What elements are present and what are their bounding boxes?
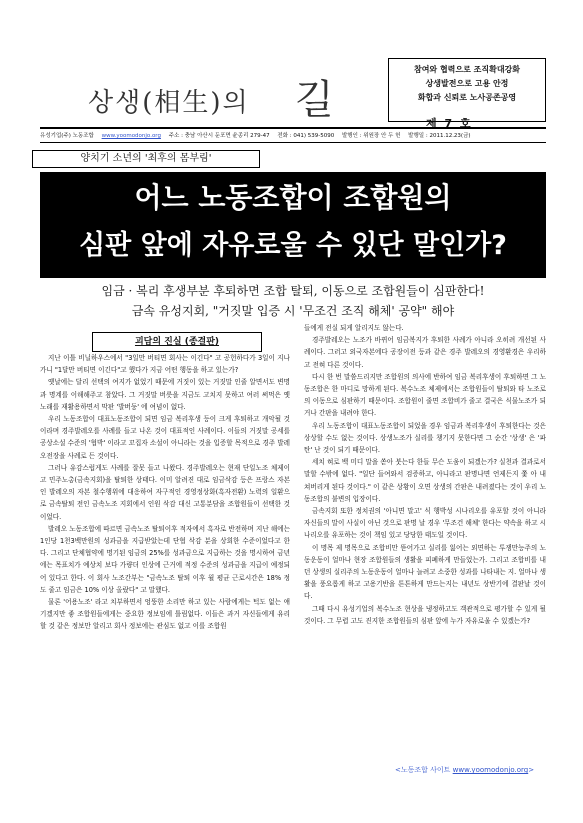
paragraph: 그러나 유감스럽게도 사례를 잘못 들고 나왔다. 경주발레오는 현재 단일노조 체제이고 민주노총(금속지회)을 탈퇴한 상태다. 이미 알려진 대로 임금삭감 등은 프랑스 자본인 발레오의 자본 철수행위에 대응하여 자구적인 경영정상화(흑자전환) 노력의 일환으로 금속탈퇴 전인 금속노조 지회에서 인원 삭감 대신 고통분담을 조합원들이 선택한 것이었다. [40, 463, 290, 521]
footer-suffix: > [528, 766, 535, 774]
paragraph: 발레오 노동조합에 따르면 금속노조 탈퇴이후 적자에서 흑자로 반전하며 지난 해에는 1인당 1천3백만원의 성과금을 지급받았는데 단협 삭감 분을 상회한 수준이었다고 한다. 그리고 단체협약에 명기된 임금의 25%를 성과금으로 지급하는 것을 명시하여 금년에는 목표치가 예상치 보다 가량더 인상에 근거에 적정 수준의 성과금을 지급이 예정되어 있다고 한다. 이 회사 노조간부는 "금속노조 탈퇴 이후 월 평균 근로시간은 18% 정도 줄고 임금은 10% 이상 올랐다" 고 말했다. [40, 524, 290, 594]
issue-number: 제 7 호 [426, 117, 473, 130]
slogan-line: 상생발전으로 고용 안정 [425, 79, 509, 88]
website-link[interactable]: www.yoomodonjo.org [101, 133, 161, 139]
editor: 발행인 : 위원장 안 두 헌 [341, 133, 401, 139]
paragraph: 이 명목 제 명목으로 조합비만 뜯어가고 실리를 잃어는 외면하는 투쟁만능주의 노동운동이 얼마나 현장 조합원들의 생활을 피폐하게 만들었는가. 그리고 조합비를 내던 상생의 실리주의 노동운동이 얼마나 늘려고 소중한 성과를 나타내는 지. 얼마나 생활을 풍요롭게 하고 고용기반을 튼튼하게 만드는지는 내년도 상반기에 결판날 것이다. [304, 543, 546, 601]
series-title: 양치기 소년의 '최후의 몸부림' [32, 150, 260, 168]
publish-date: 발행일 : 2011.12.23(금) [408, 133, 471, 139]
paragraph: 물론 '어용노조' 라고 치부하면서 엉뚱한 소리만 하고 있는 사람에게는 턱도 없는 얘기겠지만 좋 조합원들에게는 중요한 정보임에 틀림없다. 이들은 과거 자신들에게 유리할 것 같은 정보만 알리고 회사 정보에는 관심도 없고 이를 조합원 [40, 598, 290, 631]
paragraph: 금속지회 또한 정치권의 '아니면 말고' 식 행박성 시나리오를 유포할 것이 아니라 자신들의 말이 사실이 아닌 것으로 판명 날 경우 '무조건 해체' 한다는 약속을 하고 시나리오를 유포하는 것이 책임 있고 당당한 태도일 것이다. [304, 507, 546, 540]
right-column [304, 322, 546, 762]
publisher: 유성기업(주) 노동조합 [40, 133, 94, 139]
paragraph: 그때 다시 유성기업의 복수노조 현상을 냉정하고도 객관적으로 평가할 수 있게 될 것이다. 그 무렵 고도 진지한 조합원들의 심판 앞에 누가 자유로울 수 있겠는가? [304, 604, 546, 625]
section-box-title-text: 괴담의 진실 (종결판) [134, 337, 220, 347]
headline-line-2: 심판 앞에 자유로울 수 있단 말인가? [79, 230, 507, 261]
slogan-line: 화합과 신뢰로 노사공존공영 [417, 93, 517, 102]
publication-info-bar [40, 127, 546, 143]
headline-line-1: 어느 노동조합이 조합원의 [134, 181, 452, 214]
paragraph: 다시 한 번 말씀드리지만 조합원의 의사에 반하여 임금 복리후생이 후퇴하면 그 노동조합은 한 마디로 망하게 된다. 복수노조 체제에서는 조합원들이 탈퇴와 타 노조로의 이동으로 심판하기 때문이다. 조합원이 줄면 조합비가 줄고 결국은 식물노조가 되거나 간판을 내려야 한다. [304, 372, 546, 418]
newsletter-title: 상생(相生)의 [88, 88, 250, 118]
phone: 전화 : 041) 539-5090 [277, 133, 335, 139]
left-column [40, 352, 290, 802]
paragraph: 우리 노동조합이 대표노동조합이 되었을 경우 임금과 복리후생이 후퇴한다는 것은 상상할 수도 없는 것이다. 상생노조가 실리를 챙기지 못한다면 그 순간 '상생' 은 '파탄' 난 것이 되기 때문이다. [304, 421, 546, 455]
footer-url[interactable]: www.yoomodonjo.org [452, 766, 529, 774]
subheadline-1: 임금 · 복리 후생부분 후퇴하면 조합 탈퇴, 이동으로 조합원들이 심판한다! [101, 284, 485, 298]
section-box-title [92, 332, 262, 352]
slogan-box [388, 58, 546, 122]
paragraph: 옛날에는 달리 선택의 여지가 없었기 때문에 거짓이 있는 거짓말 인줄 알면서도 변명과 명계를 이해해주고 참았다. 그 거짓말 버릇을 지금도 고치지 못하고 여러 써먹은 옛 노래를 재활용하면서 막판 '발버둥' 에 여념이 없다. [40, 378, 290, 411]
address: 주소 : 충남 아산시 둔포면 윤종리 279-47 [168, 133, 270, 139]
footer-prefix: <노동조합 사이트 [395, 766, 451, 774]
paragraph: 지난 이틀 비닐하우스에서 "3일만 버티면 회사는 이긴다" 고 공헌하다가 3일이 지나가니 "1달만 버티면 이긴다"고 했다가 지금 어떤 행동을 하고 있는가? [40, 354, 290, 375]
newsletter-title-emphasis: 길 [295, 77, 334, 123]
footer-site-link [395, 765, 534, 775]
paragraph: 경주발레오는 노조가 바뀌어 임금복지가 후퇴한 사례가 아니라 오히려 개선된 사례이다. 그러고 외국자본에다 공장이전 등과 같은 경주 발레오의 경영환경은 우리하고 전혀 다른 것이다. [304, 336, 546, 369]
slogan-line: 참여와 협력으로 조직확대강화 [413, 65, 521, 74]
paragraph: 우리 노동조합이 대표노동조합이 되면 임금 복리후생 등이 크게 후퇴하고 개악될 것이라며 경주발레오를 사례를 들고 나온 것이 대표적인 사례이다. 이들의 거짓말 공세를 공상소설 수준의 '협박' 이라고 꼬집자 소설이 아니라는 것을 입증할 목적으로 경주 발레오전장을 사례로 든 것이다. [40, 415, 290, 460]
subheadline-2: 금속 유성지회, "거짓말 입증 시 '무조건 조직 해체' 공약" 해야 [131, 304, 455, 318]
paragraph: 세치 혀로 백 미디 말을 쏟아 붓는다 한들 무슨 도움이 되겠는가? 실천과 결과로서 말할 수밖에 없다. "일단 들여와서 검증하고, 아니라고 판명나면 언제든지 쫓 아 내 쳐버리게 된다 것이다." 이 같은 상황이 오면 상생의 간판은 내려졌다는 것이 우리 노동조합의 불변의 입장이다. [304, 458, 546, 503]
headline-box [40, 172, 546, 278]
paragraph: 들에게 전실 되게 알리지도 않는다. [304, 324, 404, 332]
